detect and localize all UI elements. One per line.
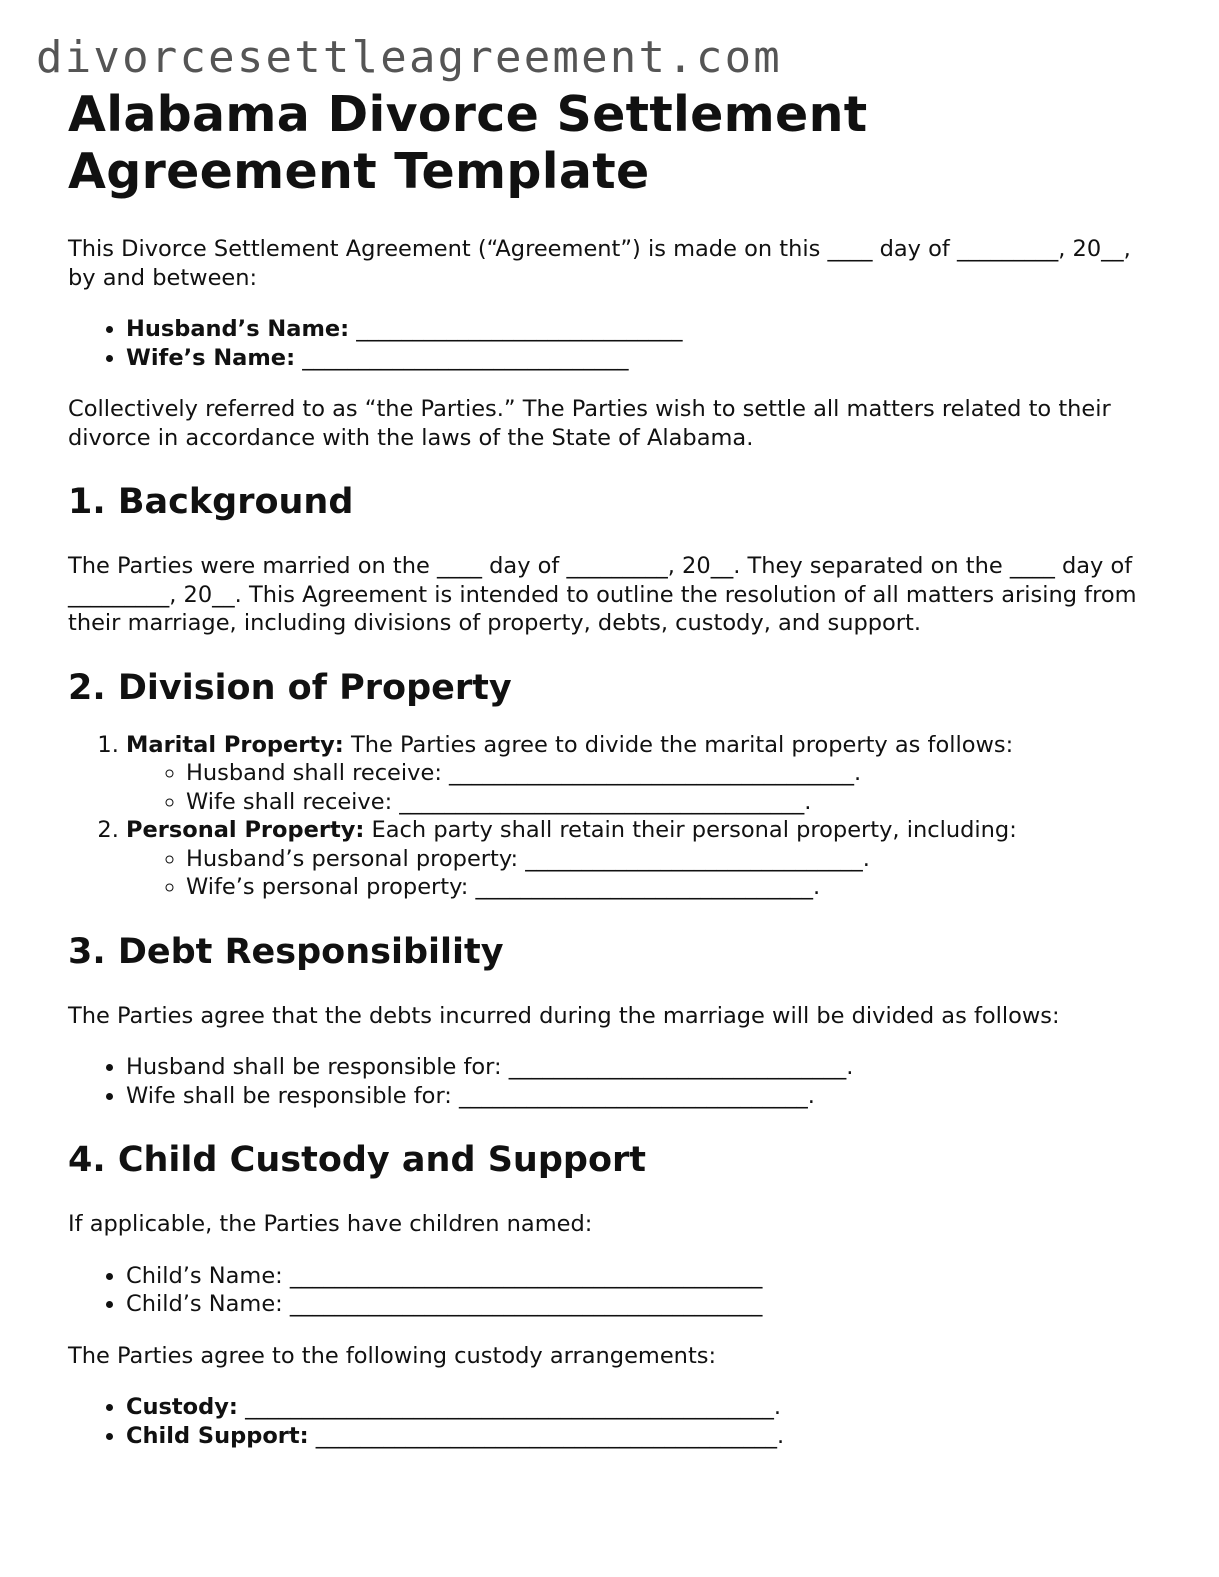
wife-name-field bbox=[126, 344, 1158, 373]
child-support-field bbox=[126, 1422, 1158, 1451]
husband-name-field bbox=[126, 315, 1158, 344]
section-background-title: 1. Background bbox=[68, 482, 354, 522]
child-support-label: Child Support: bbox=[126, 1422, 309, 1449]
list-item: ◦ Wife shall receive: ____________________________________. bbox=[186, 788, 1158, 817]
husband-name-blank: _____________________________ bbox=[349, 316, 683, 342]
children-list bbox=[68, 1262, 1158, 1319]
personal-property-item bbox=[126, 816, 1158, 902]
section-property-title: 2. Division of Property bbox=[68, 667, 512, 708]
personal-property-sublist bbox=[126, 845, 1158, 902]
custody-field bbox=[126, 1393, 1158, 1422]
parties-list bbox=[68, 315, 1158, 372]
list-item: • Wife shall be responsible for: _______________________________. bbox=[126, 1082, 1158, 1111]
husband-name-label: Husband’s Name: bbox=[126, 316, 350, 342]
child-support-blank: _________________________________________. bbox=[308, 1422, 785, 1449]
collective-paragraph: Collectively referred to as “the Parties.” The Parties wish to settle all matters related to their divorce in accordance with the laws of the State of Alabama. bbox=[68, 396, 1111, 451]
list-item: ◦ Husband’s personal property: ______________________________. bbox=[186, 845, 1158, 874]
marital-property-label: Marital Property: bbox=[126, 731, 344, 758]
personal-property-label: Personal Property: bbox=[126, 817, 365, 843]
site-watermark: divorcesettleagreement.com bbox=[36, 32, 782, 83]
section-debt-text: The Parties agree that the debts incurred during the marriage will be divided as follows: bbox=[68, 1002, 1060, 1029]
marital-property-text: The Parties agree to divide the marital property as follows: bbox=[343, 731, 1014, 758]
document-title: Alabama Divorce Settlement Agreement Template bbox=[68, 86, 868, 200]
personal-property-text: Each party shall retain their personal property, including: bbox=[364, 817, 1017, 843]
section-custody-title: 4. Child Custody and Support bbox=[68, 1140, 646, 1180]
list-item: ◦ Husband shall receive: ____________________________________. bbox=[186, 759, 1158, 788]
wife-name-blank: _____________________________ bbox=[295, 344, 629, 371]
debt-list bbox=[68, 1053, 1158, 1110]
document bbox=[68, 86, 1158, 1450]
arrangements-list bbox=[68, 1393, 1158, 1450]
custody-blank: _______________________________________________. bbox=[237, 1394, 781, 1420]
children-intro: If applicable, the Parties have children named: bbox=[68, 1211, 593, 1237]
arrangements-intro: The Parties agree to the following custody arrangements: bbox=[68, 1342, 717, 1369]
custody-label: Custody: bbox=[126, 1394, 238, 1420]
property-list bbox=[68, 731, 1158, 902]
list-item: ◦ Wife’s personal property: ______________________________. bbox=[186, 873, 1158, 902]
marital-property-sublist bbox=[126, 759, 1158, 816]
wife-name-label: Wife’s Name: bbox=[126, 344, 296, 371]
intro-paragraph: This Divorce Settlement Agreement (“Agreement”) is made on this ____ day of _________, 20__, by and between: bbox=[68, 236, 1131, 291]
section-debt-title: 3. Debt Responsibility bbox=[68, 931, 504, 972]
section-background-text: The Parties were married on the ____ day of _________, 20__. They separated on the ____ day of _________, 20__. This Agreement is intended to outline the resolution of all matters arising from their marriage, including divisions of property, debts, custody, and support. bbox=[68, 553, 1137, 636]
list-item: • Husband shall be responsible for: ______________________________. bbox=[126, 1053, 1158, 1082]
marital-property-item bbox=[126, 731, 1158, 817]
list-item: • Child’s Name: __________________________________________ bbox=[126, 1290, 1158, 1319]
list-item: • Child’s Name: __________________________________________ bbox=[126, 1262, 1158, 1291]
